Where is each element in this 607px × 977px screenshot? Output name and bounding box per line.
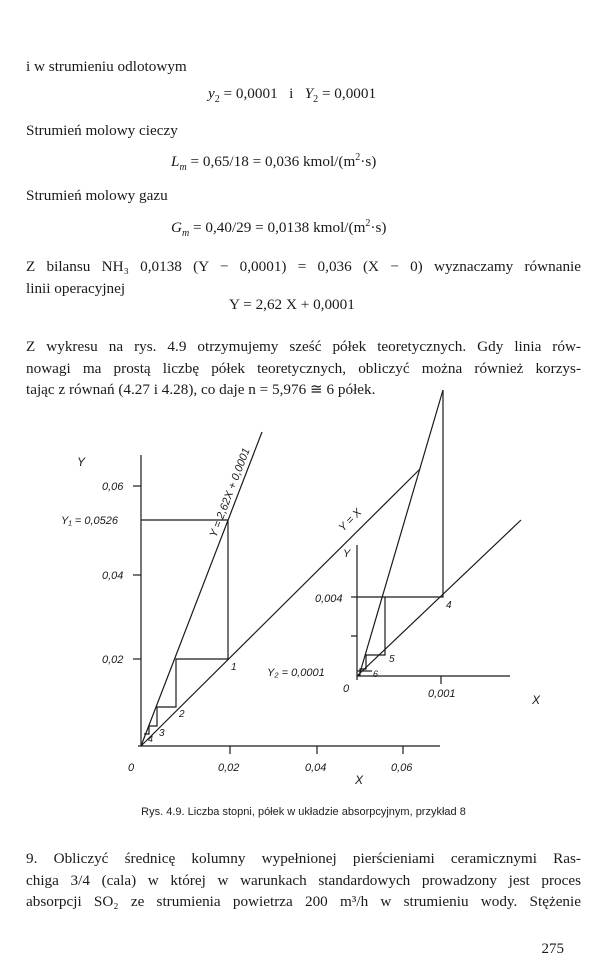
equilibrium-line [141, 469, 420, 746]
main-x-axis-label: X [355, 773, 364, 787]
x-tick-label: 0 [128, 762, 135, 774]
paragraph-line: Z wykresu na rys. 4.9 otrzymujemy sześć półek teoretycznych. Gdy linia rów- [26, 338, 581, 355]
eq-part: ·s) [360, 153, 377, 171]
staircase-inset [357, 390, 443, 597]
paragraph-problem-9 [26, 848, 581, 913]
inset-operating-line [359, 390, 443, 676]
sup: 2 [365, 218, 371, 229]
eq-part: = 0,0001 [318, 85, 377, 102]
inset-stage-label-5: 5 [389, 654, 395, 665]
text-line-1: i w strumieniu odlotowym [26, 58, 187, 75]
eq-part: = 0,40/29 = 0,0138 kmol/(m [189, 219, 366, 237]
stage-label-3: 3 [159, 728, 165, 739]
eq-part: ·s) [370, 219, 387, 237]
inset-stage-label-6: 6 [373, 669, 379, 679]
var-G: G [171, 219, 182, 237]
equilibrium-line-label: Y = X [336, 506, 365, 535]
paragraph-line: tając z równań (4.27 i 4.28), co daje n = 5,976 ≅ 6 półek. [26, 381, 376, 398]
inset-x-tick-label: 0,001 [428, 688, 456, 700]
y-tick-label: 0,06 [102, 481, 124, 493]
page-number: 275 [541, 941, 564, 957]
figure-caption: Rys. 4.9. Liczba stopni, półek w układzie absorpcyjnym, przykład 8 [141, 806, 466, 818]
inset-y-tick-label: 0,004 [315, 593, 343, 605]
balance-text-line-1: Z bilansu NH₃ 0,0138 (Y − 0,0001) = 0,036 (X − 0) wyznaczamy równanie [26, 258, 581, 275]
x-tick-label: 0,04 [305, 762, 327, 774]
stage-label-1: 1 [231, 662, 237, 673]
sub: m [179, 162, 187, 174]
label-liquid-flow: Strumień molowy cieczy [26, 122, 178, 139]
eq-part: = 0,0001 i [219, 85, 305, 102]
sub: m [181, 228, 190, 240]
paragraph-line: absorpcji SO₂ ze strumienia powietrza 200 m³/h w strumieniu wody. Stężenie [26, 893, 581, 910]
x-tick-label: 0,02 [218, 762, 240, 774]
equation-operating-line: Y = 2,62 X + 0,0001 [229, 296, 355, 313]
inset-x-tick-label: 0 [343, 683, 350, 695]
y1-label: Y₁ = 0,0526 [61, 515, 118, 527]
label-gas-flow: Strumień molowy gazu [26, 187, 168, 204]
var-y: y [208, 85, 215, 102]
eq-part: = 0,65/18 = 0,036 kmol/(m [186, 153, 356, 171]
paragraph-line: chiga 3/4 (cala) w której w warunkach standardowych prowadzony jest proces [26, 871, 581, 889]
inset-y2-label: Y₂ = 0,0001 [267, 667, 325, 679]
sub: 2 [313, 94, 319, 106]
var-Y: Y [304, 85, 314, 102]
y-tick-label: 0,02 [102, 654, 124, 666]
staircase-inset-lower [360, 597, 385, 676]
main-y-axis-label: Y [77, 455, 86, 469]
inset-stage-label-4: 4 [446, 600, 452, 611]
var-L: L [171, 153, 180, 171]
balance-text-line-2: linii operacyjnej [26, 280, 126, 297]
operating-line [141, 432, 262, 746]
operating-line-label: Y = 2,62X + 0,0001 [207, 446, 253, 540]
sup: 2 [355, 152, 361, 163]
stage-label-4: 4 [148, 734, 154, 744]
x-tick-label: 0,06 [391, 762, 413, 774]
paragraph-line: nowagi ma prostą liczbę półek teoretycznych, obliczyć można również korzys- [26, 359, 581, 377]
paragraph-line: 9. Obliczyć średnicę kolumny wypełnionej pierścieniami ceramicznymi Ras- [26, 850, 581, 867]
inset-y-axis-label: Y [343, 548, 351, 560]
inset-x-axis-label: X [532, 693, 541, 707]
sub: 2 [214, 94, 220, 106]
stage-label-2: 2 [179, 709, 185, 720]
y-tick-label: 0,04 [102, 570, 124, 582]
